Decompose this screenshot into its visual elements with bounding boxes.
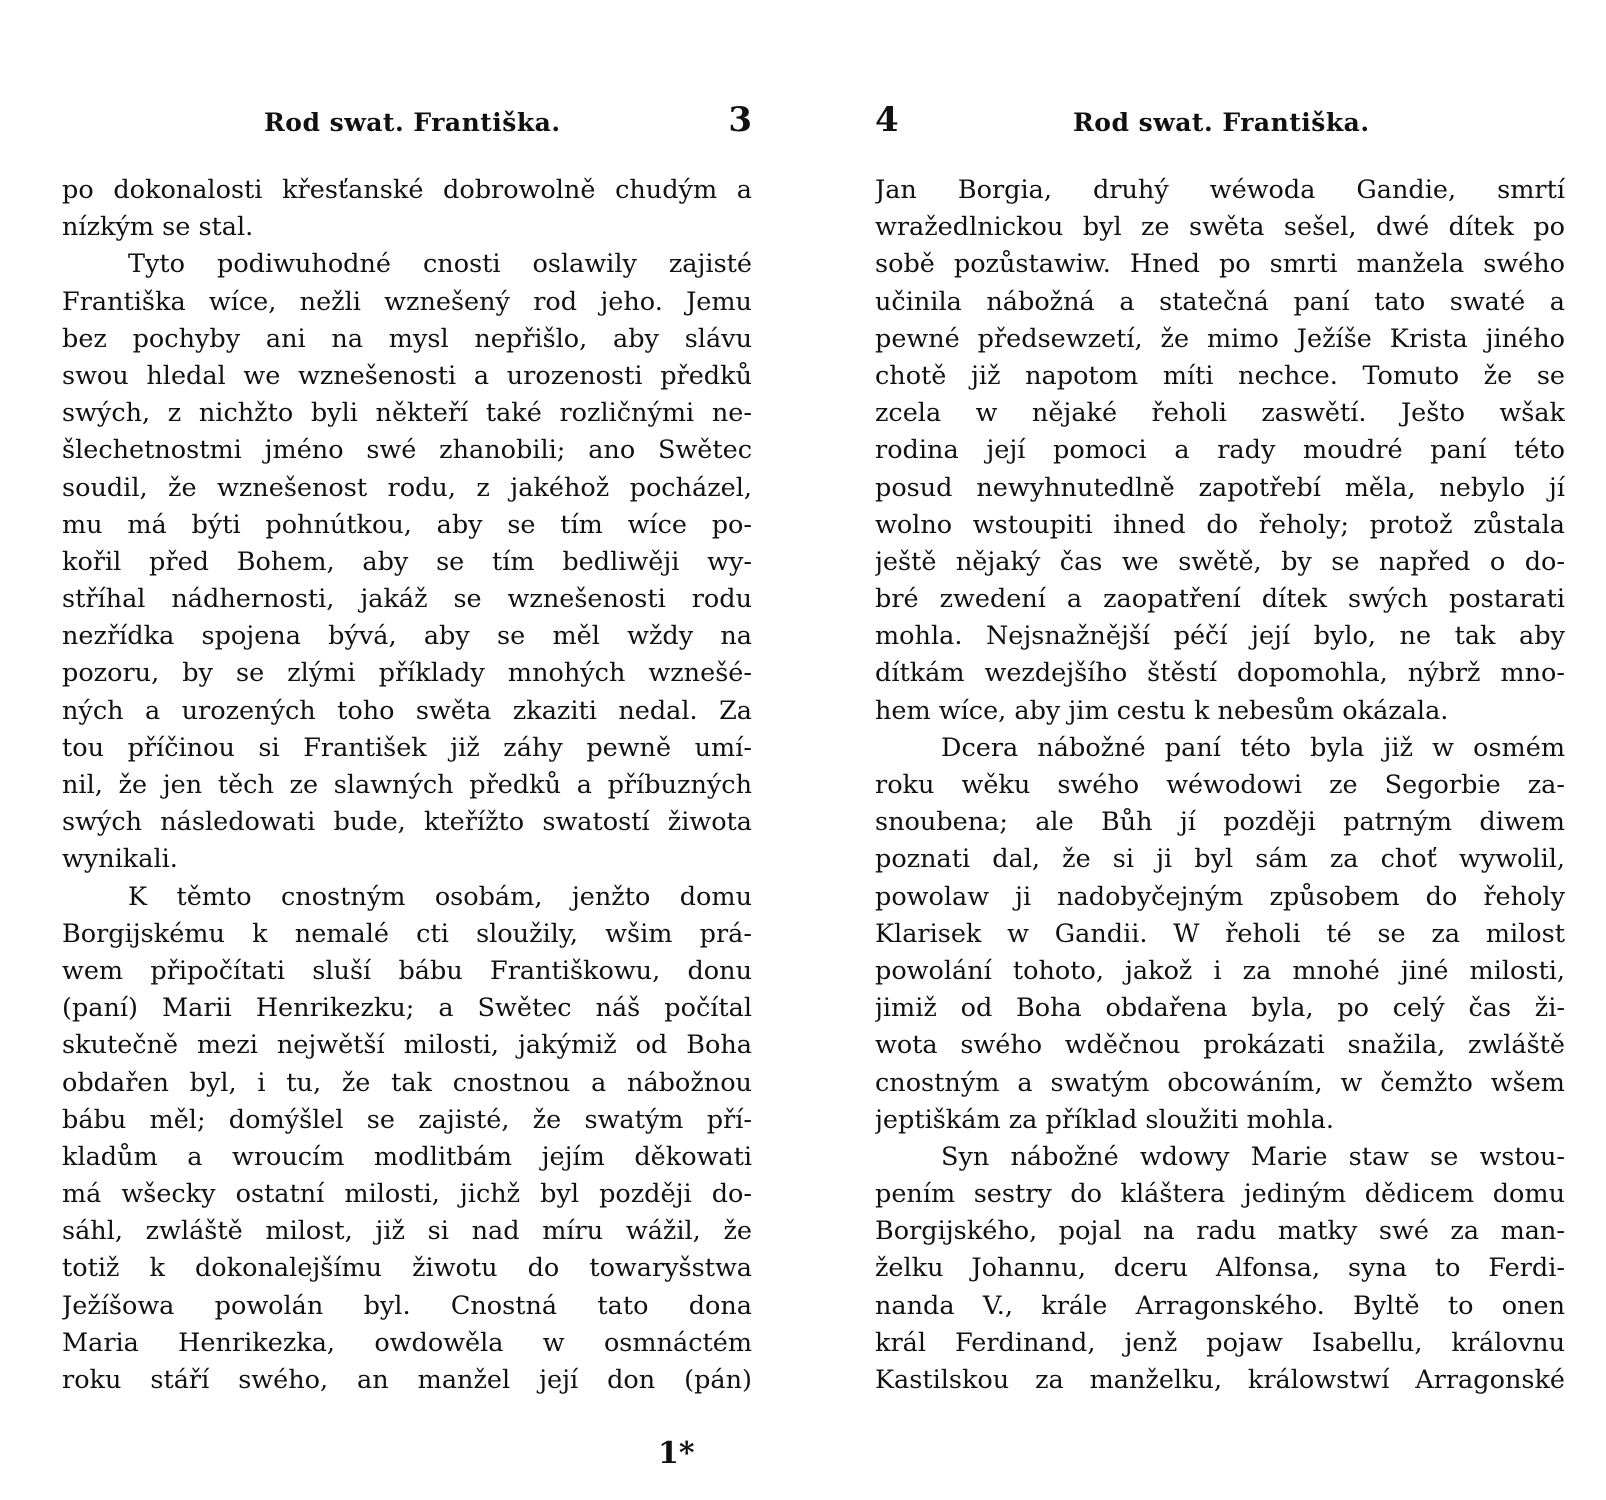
text-line: powolání tohoto, jakož i za mnohé jiné milosti,: [875, 955, 1565, 986]
text-line: Františka wíce, nežli wznešený rod jeho. Jemu: [62, 286, 752, 317]
text-line: chotě již napotom míti nechce. Tomuto že se: [875, 360, 1565, 391]
text-line: tou příčinou si František již záhy pewně umí-: [62, 732, 752, 763]
text-line: swých následowati bude, kteřížto swatostí žiwota: [62, 807, 752, 838]
text-line: wolno wstoupiti ihned do řeholy; protož zůstala: [875, 509, 1565, 540]
text-line: cnostným a swatým obcowáním, w čemžto wšem: [875, 1067, 1565, 1098]
text-line: Maria Henrikezka, owdowěla w osmnáctém: [62, 1327, 752, 1358]
text-line: zcela w nějaké řeholi zaswětí. Ješto wšak: [875, 398, 1565, 429]
text-line: jimiž od Boha obdařena byla, po celý čas ži-: [875, 993, 1565, 1024]
page-number: 4: [875, 100, 899, 140]
text-line: obdařen byl, i tu, že tak cnostnou a nábožnou: [62, 1067, 752, 1098]
signature-mark: 1*: [658, 1436, 695, 1471]
text-line: sáhl, zwláště milost, již si nad míru wážil, že: [62, 1216, 752, 1247]
text-line: Jan Borgia, druhý wéwoda Gandie, smrtí: [875, 175, 1565, 205]
text-line: kořil před Bohem, aby se tím bedliwěji wy-: [62, 546, 752, 577]
text-line: bez pochyby ani na mysl nepřišlo, aby slávu: [62, 323, 752, 354]
text-line: Kastilskou za manželku, králowstwí Arragonské: [875, 1365, 1565, 1395]
text-line: pením sestry do kláštera jediným dědicem domu: [875, 1179, 1565, 1210]
text-line: bré zwedení a zaopatření dítek swých postarati: [875, 584, 1565, 615]
text-line: bábu měl; domýšlel se zajisté, že swatým pří-: [62, 1104, 752, 1135]
text-line: wem připočítati sluší bábu Františkowu, donu: [62, 955, 752, 986]
text-line: mohla. Nejsnažnější péčí její bylo, ne tak aby: [875, 621, 1565, 652]
page-number: 3: [728, 100, 752, 140]
text-line: hem wíce, aby jim cestu k nebesům okázala.: [875, 695, 1449, 726]
text-line: wynikali.: [62, 844, 178, 875]
right-page-body: [875, 172, 1565, 1399]
text-line: swých, z nichžto byli někteří také rozličnými ne-: [62, 398, 752, 429]
text-line: roku stáří swého, an manžel její don (pán): [62, 1365, 752, 1395]
right-page: [803, 0, 1606, 1500]
text-line: pewné předsewzetí, že mimo Ježíše Krista jiného: [875, 323, 1565, 354]
text-line: pozoru, by se zlými příklady mnohých wznešé-: [62, 658, 752, 689]
text-line: Klarisek w Gandii. W řeholi té se za milost: [875, 918, 1565, 949]
text-line: želku Johannu, dceru Alfonsa, syna to Ferdi-: [875, 1253, 1565, 1284]
text-line: stříhal nádhernosti, jakáž se wznešenosti rodu: [62, 584, 752, 615]
text-line: wota swého wděčnou prokázati snažila, zwláště: [875, 1030, 1565, 1061]
text-line: nezřídka spojena bývá, aby se měl wždy na: [62, 621, 752, 652]
text-line: učinila nábožná a statečná paní tato swaté a: [875, 286, 1565, 317]
text-line: soudil, že wznešenost rodu, z jakéhož pocházel,: [62, 472, 752, 503]
text-line: kladům a wroucím modlitbám jejím děkowati: [62, 1141, 752, 1172]
text-line: snoubena; ale Bůh jí později patrným diwem: [875, 807, 1565, 838]
text-line: Borgijského, pojal na radu matky swé za man-: [875, 1216, 1565, 1247]
text-line: ještě nějaký čas we swětě, by se napřed o do-: [875, 546, 1565, 577]
text-line: (paní) Marii Henrikezku; a Swětec náš počítal: [62, 993, 752, 1024]
text-line: Borgijskému k nemalé cti sloužily, wšim prá-: [62, 918, 752, 949]
text-line: wražedlnickou byl ze swěta sešel, dwé dítek po: [875, 212, 1565, 243]
text-line: swou hledal we wznešenosti a urozenosti předků: [62, 360, 752, 391]
text-line: posud newyhnutedlně zapotřebí měla, nebylo jí: [875, 472, 1565, 503]
text-line: roku wěku swého wéwodowi ze Segorbie za-: [875, 770, 1565, 800]
text-line: rodina její pomoci a rady moudré paní této: [875, 435, 1565, 466]
text-line: K těmto cnostným osobám, jenžto domu: [128, 881, 752, 912]
text-line: jeptiškám za příklad sloužiti mohla.: [875, 1104, 1334, 1135]
text-line: ných a urozených toho swěta zkaziti nedal. Za: [62, 695, 752, 726]
left-page-header: [62, 100, 752, 144]
text-line: dítkám wezdejšího štěstí dopomohla, nýbrž mno-: [875, 658, 1565, 689]
text-line: nanda V., krále Arragonského. Byltě to onen: [875, 1290, 1565, 1321]
text-line: mu má býti pohnútkou, aby se tím wíce po-: [62, 509, 752, 540]
text-line: šlechetnostmi jméno swé zhanobili; ano Swětec: [62, 435, 752, 466]
text-line: sobě pozůstawiw. Hned po smrti manžela swého: [875, 249, 1565, 280]
text-line: nízkým se stal.: [62, 212, 254, 243]
text-line: nil, že jen těch ze slawných předků a příbuzných: [62, 770, 752, 800]
text-line: totiž k dokonalejšímu žiwotu do towaryšstwa: [62, 1253, 752, 1284]
text-line: skutečně mezi nejwětší milosti, jakýmiž od Boha: [62, 1030, 752, 1061]
running-title: Rod swat. Františka.: [1073, 108, 1370, 137]
text-line: poznati dal, že si ji byl sám za choť wywolil,: [875, 844, 1565, 875]
running-title: Rod swat. Františka.: [264, 108, 561, 137]
left-page-body: [62, 172, 752, 1399]
text-line: po dokonalosti křesťanské dobrowolně chudým a: [62, 175, 752, 205]
right-page-header: [875, 100, 1565, 144]
text-line: král Ferdinand, jenž pojaw Isabellu, královnu: [875, 1327, 1565, 1358]
text-line: Ježíšowa powolán byl. Cnostná tato dona: [62, 1290, 752, 1321]
text-line: Syn nábožné wdowy Marie staw se wstou-: [941, 1141, 1565, 1172]
text-line: powolaw ji nadobyčejným způsobem do řeholy: [875, 881, 1565, 912]
text-line: má wšecky ostatní milosti, jichž byl později do-: [62, 1179, 752, 1210]
text-line: Tyto podiwuhodné cnosti oslawily zajisté: [128, 249, 752, 280]
text-line: Dcera nábožné paní této byla již w osmém: [941, 732, 1565, 763]
